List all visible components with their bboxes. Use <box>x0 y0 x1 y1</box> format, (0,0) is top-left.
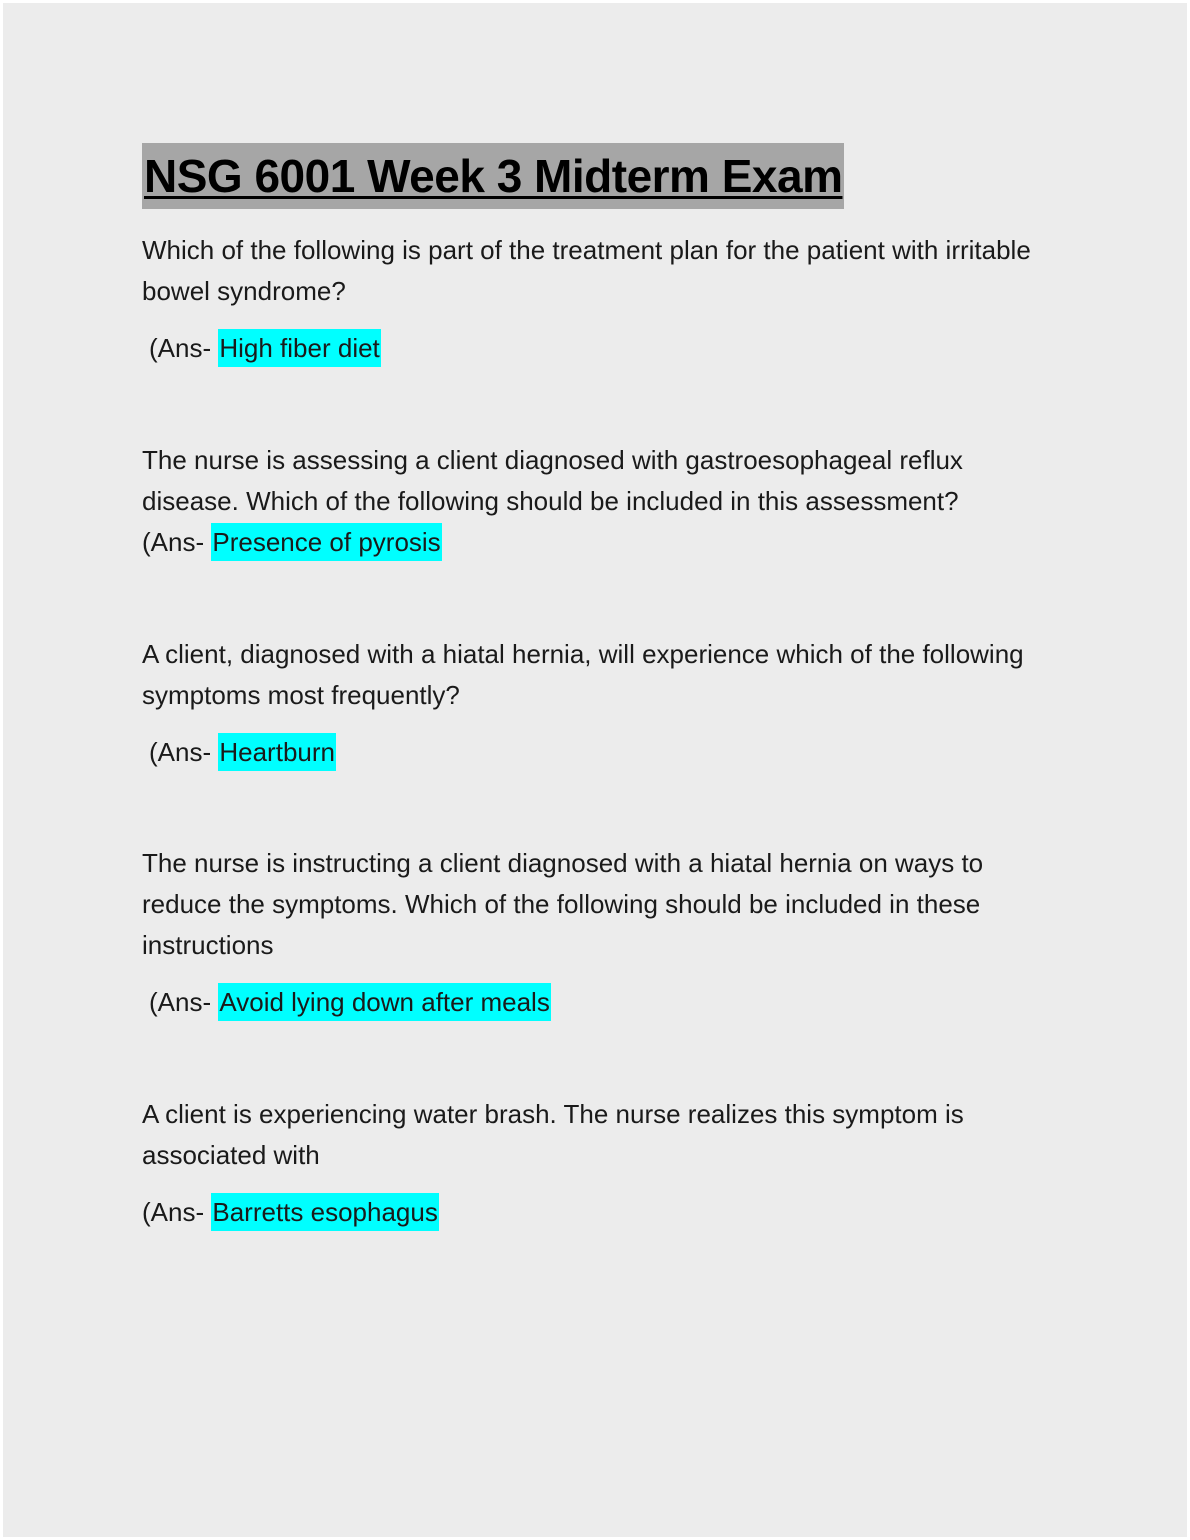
question-text <box>142 440 1062 522</box>
question-text: A client, diagnosed with a hiatal hernia, will experience which of the following symptoms most frequently? <box>142 639 1024 710</box>
document-title: NSG 6001 Week 3 Midterm Exam <box>142 143 844 209</box>
question-block-1 <box>142 230 1062 369</box>
answer-highlight: Heartburn <box>218 733 336 771</box>
answer-line <box>142 328 1062 369</box>
question-text: The nurse is instructing a client diagnosed with a hiatal hernia on ways to reduce the symptoms. Which of the following should be included in these instructions <box>142 848 984 960</box>
answer-prefix: (Ans- <box>142 527 205 557</box>
answer-line <box>142 732 1062 773</box>
answer-highlight: Presence of pyrosis <box>211 523 441 561</box>
question-block-5 <box>142 1094 1062 1233</box>
answer-highlight: Barretts esophagus <box>211 1193 438 1231</box>
answer-prefix: (Ans- <box>142 1197 205 1227</box>
answer-line <box>142 982 1062 1023</box>
answer-prefix: (Ans- <box>149 333 212 363</box>
answer-line <box>142 522 1062 563</box>
answer-line <box>142 1192 1062 1233</box>
question-block-4 <box>142 843 1062 1023</box>
question-block-2 <box>142 440 1062 563</box>
answer-prefix: (Ans- <box>149 987 212 1017</box>
question-text: Which of the following is part of the treatment plan for the patient with irritable bowel syndrome? <box>142 235 1031 306</box>
question-text: A client is experiencing water brash. The nurse realizes this symptom is associated with <box>142 1099 964 1170</box>
answer-highlight: Avoid lying down after meals <box>218 983 550 1021</box>
question-block-3 <box>142 634 1062 773</box>
question-text-body: The nurse is assessing a client diagnosed with gastroesophageal reflux disease. Which of the following should be included in this assessment? <box>142 445 963 516</box>
answer-prefix: (Ans- <box>149 737 212 767</box>
answer-highlight: High fiber diet <box>218 329 380 367</box>
document-page <box>3 3 1187 1537</box>
